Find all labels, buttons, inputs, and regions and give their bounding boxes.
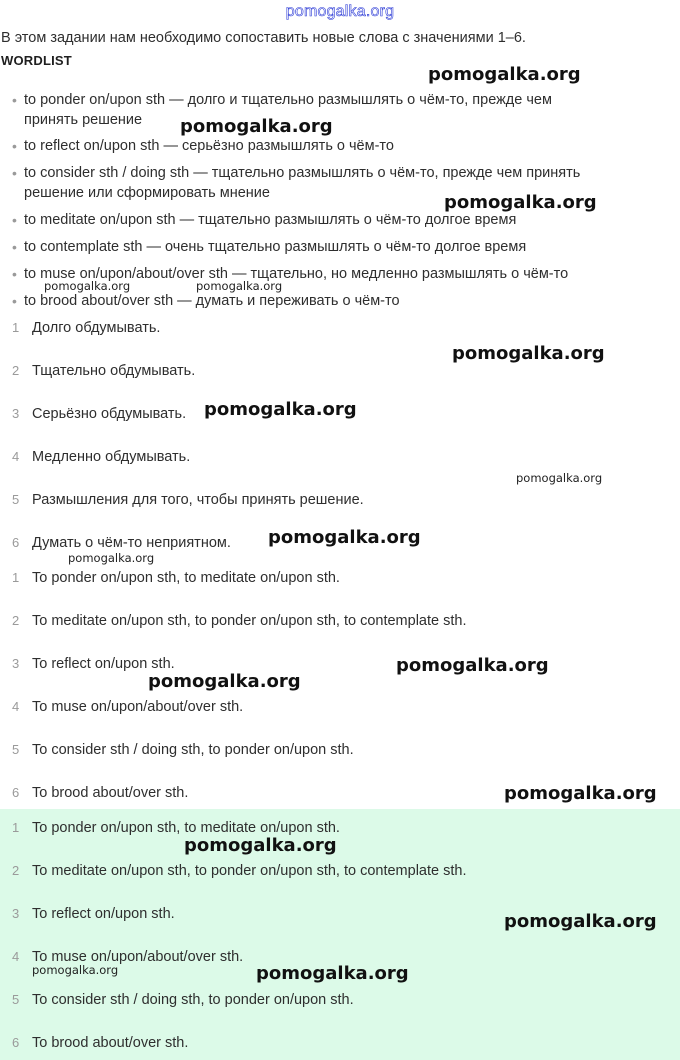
meaning-text: Медленно обдумывать. <box>32 449 191 465</box>
wordlist-item-text: to contemplate sth — очень тщательно размышлять о чём-то долгое время <box>24 239 527 255</box>
meaning-number: 6 <box>12 535 20 550</box>
answer-number: 2 <box>12 613 20 628</box>
answer-number: 3 <box>12 656 20 671</box>
answer-number: 2 <box>12 863 20 878</box>
wordlist-item-text: to brood about/over sth — думать и переживать о чём-то <box>24 293 400 309</box>
bullet-icon: • <box>12 266 17 282</box>
meaning-text: Долго обдумывать. <box>32 320 161 336</box>
wordlist-item-text: to consider sth / doing sth — тщательно размышлять о чём-то, прежде чем принять <box>24 165 581 181</box>
watermark: pomogalka.org <box>256 963 409 984</box>
answer-text: To ponder on/upon sth, to meditate on/upon sth. <box>32 570 340 586</box>
watermark: pomogalka.org <box>516 471 603 485</box>
meaning-number: 3 <box>12 406 20 421</box>
meaning-text: Серьёзно обдумывать. <box>32 406 187 422</box>
answer-text: To consider sth / doing sth, to ponder on/upon sth. <box>32 992 354 1008</box>
wordlist-item <box>12 291 674 311</box>
watermark: pomogalka.org <box>504 783 657 804</box>
watermark: pomogalka.org <box>180 116 333 137</box>
answer-highlight-panel <box>0 809 680 1060</box>
meaning-number: 2 <box>12 363 20 378</box>
answer-number: 4 <box>12 949 20 964</box>
wordlist-item-text: to muse on/upon/about/over sth — тщательно, но медленно размышлять о чём-то <box>24 266 569 282</box>
wordlist-item-text-cont: решение или сформировать мнение <box>24 185 270 201</box>
wordlist-item <box>12 210 674 230</box>
bullet-icon: • <box>12 92 17 108</box>
answer-number: 5 <box>12 992 20 1007</box>
answer-number: 3 <box>12 906 20 921</box>
answer-text: To ponder on/upon sth, to meditate on/upon sth. <box>32 820 340 836</box>
wordlist-item-text-cont: принять решение <box>24 112 143 128</box>
watermark: pomogalka.org <box>184 835 337 856</box>
answer-text: To consider sth / doing sth, to ponder on/upon sth. <box>32 742 354 758</box>
answer-text: To reflect on/upon sth. <box>32 656 175 672</box>
wordlist-item-text: to ponder on/upon sth — долго и тщательно размышлять о чём-то, прежде чем <box>24 92 552 108</box>
watermark: pomogalka.org <box>204 399 357 420</box>
answer-number: 4 <box>12 699 20 714</box>
wordlist-item <box>12 90 674 130</box>
meaning-text: Размышления для того, чтобы принять решение. <box>32 492 364 508</box>
answer-text: To meditate on/upon sth, to ponder on/upon sth, to contemplate sth. <box>32 613 467 629</box>
watermark: pomogalka.org <box>504 911 657 932</box>
wordlist-item-text: to reflect on/upon sth — серьёзно размышлять о чём-то <box>24 138 394 154</box>
watermark: pomogalka.org <box>428 64 581 85</box>
answer-number: 6 <box>12 1035 20 1050</box>
wordlist-heading: WORDLIST <box>1 53 72 68</box>
watermark: pomogalka.org <box>196 279 283 293</box>
top-watermark: pomogalka.org <box>285 3 395 20</box>
meaning-text: Думать о чём-то неприятном. <box>32 535 231 551</box>
answer-text: To reflect on/upon sth. <box>32 906 175 922</box>
watermark: pomogalka.org <box>32 963 119 977</box>
watermark: pomogalka.org <box>452 343 605 364</box>
answer-number: 1 <box>12 820 20 835</box>
wordlist-item-text: to meditate on/upon sth — тщательно размышлять о чём-то долгое время <box>24 212 517 228</box>
answer-text: To muse on/upon/about/over sth. <box>32 949 244 965</box>
meaning-number: 1 <box>12 320 20 335</box>
wordlist-item <box>12 136 674 156</box>
wordlist-item <box>12 237 674 257</box>
bullet-icon: • <box>12 138 17 154</box>
meaning-number: 4 <box>12 449 20 464</box>
answer-text: To brood about/over sth. <box>32 785 189 801</box>
answer-number: 5 <box>12 742 20 757</box>
answer-text: To muse on/upon/about/over sth. <box>32 699 244 715</box>
bullet-icon: • <box>12 165 17 181</box>
watermark: pomogalka.org <box>44 279 131 293</box>
watermark: pomogalka.org <box>68 551 155 565</box>
answer-number: 1 <box>12 570 20 585</box>
bullet-icon: • <box>12 239 17 255</box>
answer-text: To brood about/over sth. <box>32 1035 189 1051</box>
watermark: pomogalka.org <box>396 655 549 676</box>
watermark: pomogalka.org <box>148 671 301 692</box>
meaning-number: 5 <box>12 492 20 507</box>
answer-number: 6 <box>12 785 20 800</box>
watermark: pomogalka.org <box>444 192 597 213</box>
bullet-icon: • <box>12 293 17 309</box>
bullet-icon: • <box>12 212 17 228</box>
meaning-text: Тщательно обдумывать. <box>32 363 196 379</box>
intro-text: В этом задании нам необходимо сопоставить новые слова с значениями 1–6. <box>1 30 526 46</box>
answer-text: To meditate on/upon sth, to ponder on/upon sth, to contemplate sth. <box>32 863 467 879</box>
watermark: pomogalka.org <box>268 527 421 548</box>
